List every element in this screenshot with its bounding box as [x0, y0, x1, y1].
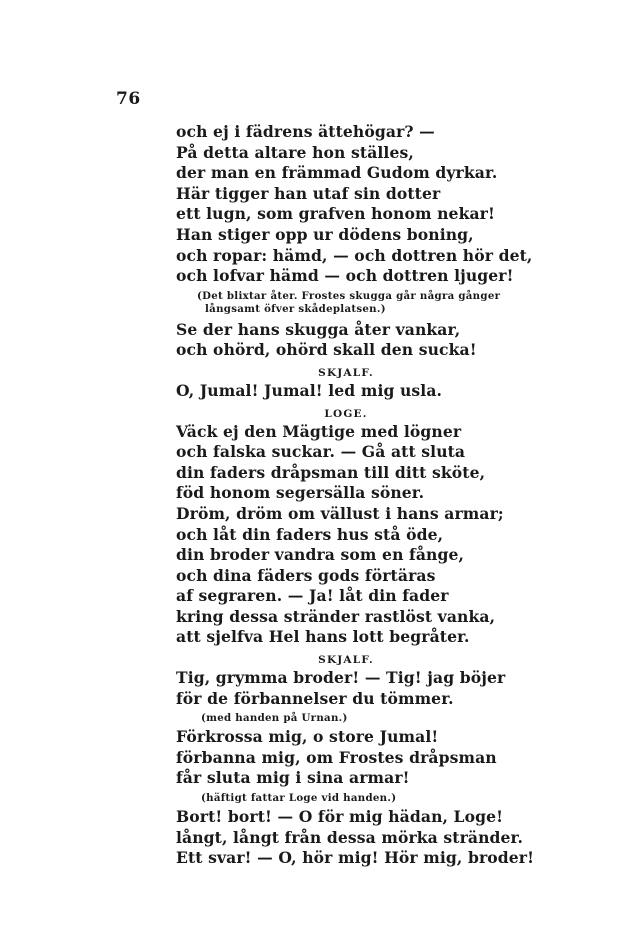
stage-direction-continued: långsamt öfver skådeplatsen.) — [205, 302, 386, 315]
verse-line: Förkrossa mig, o store Jumal! — [176, 727, 439, 747]
verse-line: din faders dråpsman till ditt sköte, — [176, 462, 486, 482]
verse-line: Han stiger opp ur dödens boning, — [176, 224, 474, 244]
verse-line: kring dessa stränder rastlöst vanka, — [176, 606, 496, 626]
verse-line: Dröm, dröm om vällust i hans armar; — [176, 503, 504, 523]
verse-line: Se der hans skugga åter vankar, — [176, 319, 461, 339]
speaker-name: SKJALF. — [318, 366, 374, 379]
verse-line: förbanna mig, om Frostes dråpsman — [176, 747, 497, 767]
poem-text — [176, 122, 535, 869]
verse-line: På detta altare hon ställes, — [176, 142, 414, 162]
verse-line: och ohörd, ohörd skall den sucka! — [176, 340, 477, 360]
verse-line: och falska suckar. — Gå att sluta — [176, 442, 466, 462]
speaker-name: SKJALF. — [318, 654, 374, 667]
verse-line: der man en främmad Gudom dyrkar. — [176, 163, 498, 183]
verse-line: ett lugn, som grafven honom nekar! — [176, 204, 495, 224]
page-number: 76 — [116, 89, 141, 109]
verse-line: O, Jumal! Jumal! led mig usla. — [176, 380, 443, 400]
stage-direction: (Det blixtar åter. Frostes skugga går några gånger — [197, 289, 501, 302]
stage-direction: (häftigt fattar Loge vid handen.) — [201, 792, 397, 805]
verse-line: för de förbannelser du tömmer. — [176, 688, 454, 708]
verse-line: får sluta mig i sina armar! — [176, 768, 410, 788]
verse-line: och låt din faders hus stå öde, — [176, 524, 444, 544]
verse-line: långt, långt från dessa mörka stränder. — [176, 827, 523, 847]
speaker-name: LOGE. — [324, 407, 368, 420]
verse-line: Väck ej den Mägtige med lögner — [176, 421, 462, 441]
verse-line: din broder vandra som en fånge, — [176, 545, 465, 565]
verse-line: och lofvar hämd — och dottren ljuger! — [176, 266, 514, 286]
verse-line: och dina fäders gods förtäras — [176, 565, 436, 585]
verse-line: att sjelfva Hel hans lott begråter. — [176, 627, 470, 647]
verse-line: af segraren. — Ja! låt din fader — [176, 586, 449, 606]
verse-line: Bort! bort! — O för mig hädan, Loge! — [176, 807, 504, 827]
verse-line: Ett svar! — O, hör mig! Hör mig, broder! — [176, 848, 535, 868]
verse-line: föd honom segersälla söner. — [176, 483, 425, 503]
verse-line: Här tigger han utaf sin dotter — [176, 183, 441, 203]
verse-line: och ej i fädrens ättehögar? — — [176, 122, 435, 141]
stage-direction: (med handen på Urnan.) — [201, 712, 348, 725]
verse-line: och ropar: hämd, — och dottren hör det, — [176, 245, 533, 265]
verse-line: Tig, grymma broder! — Tig! jag böjer — [176, 668, 506, 688]
